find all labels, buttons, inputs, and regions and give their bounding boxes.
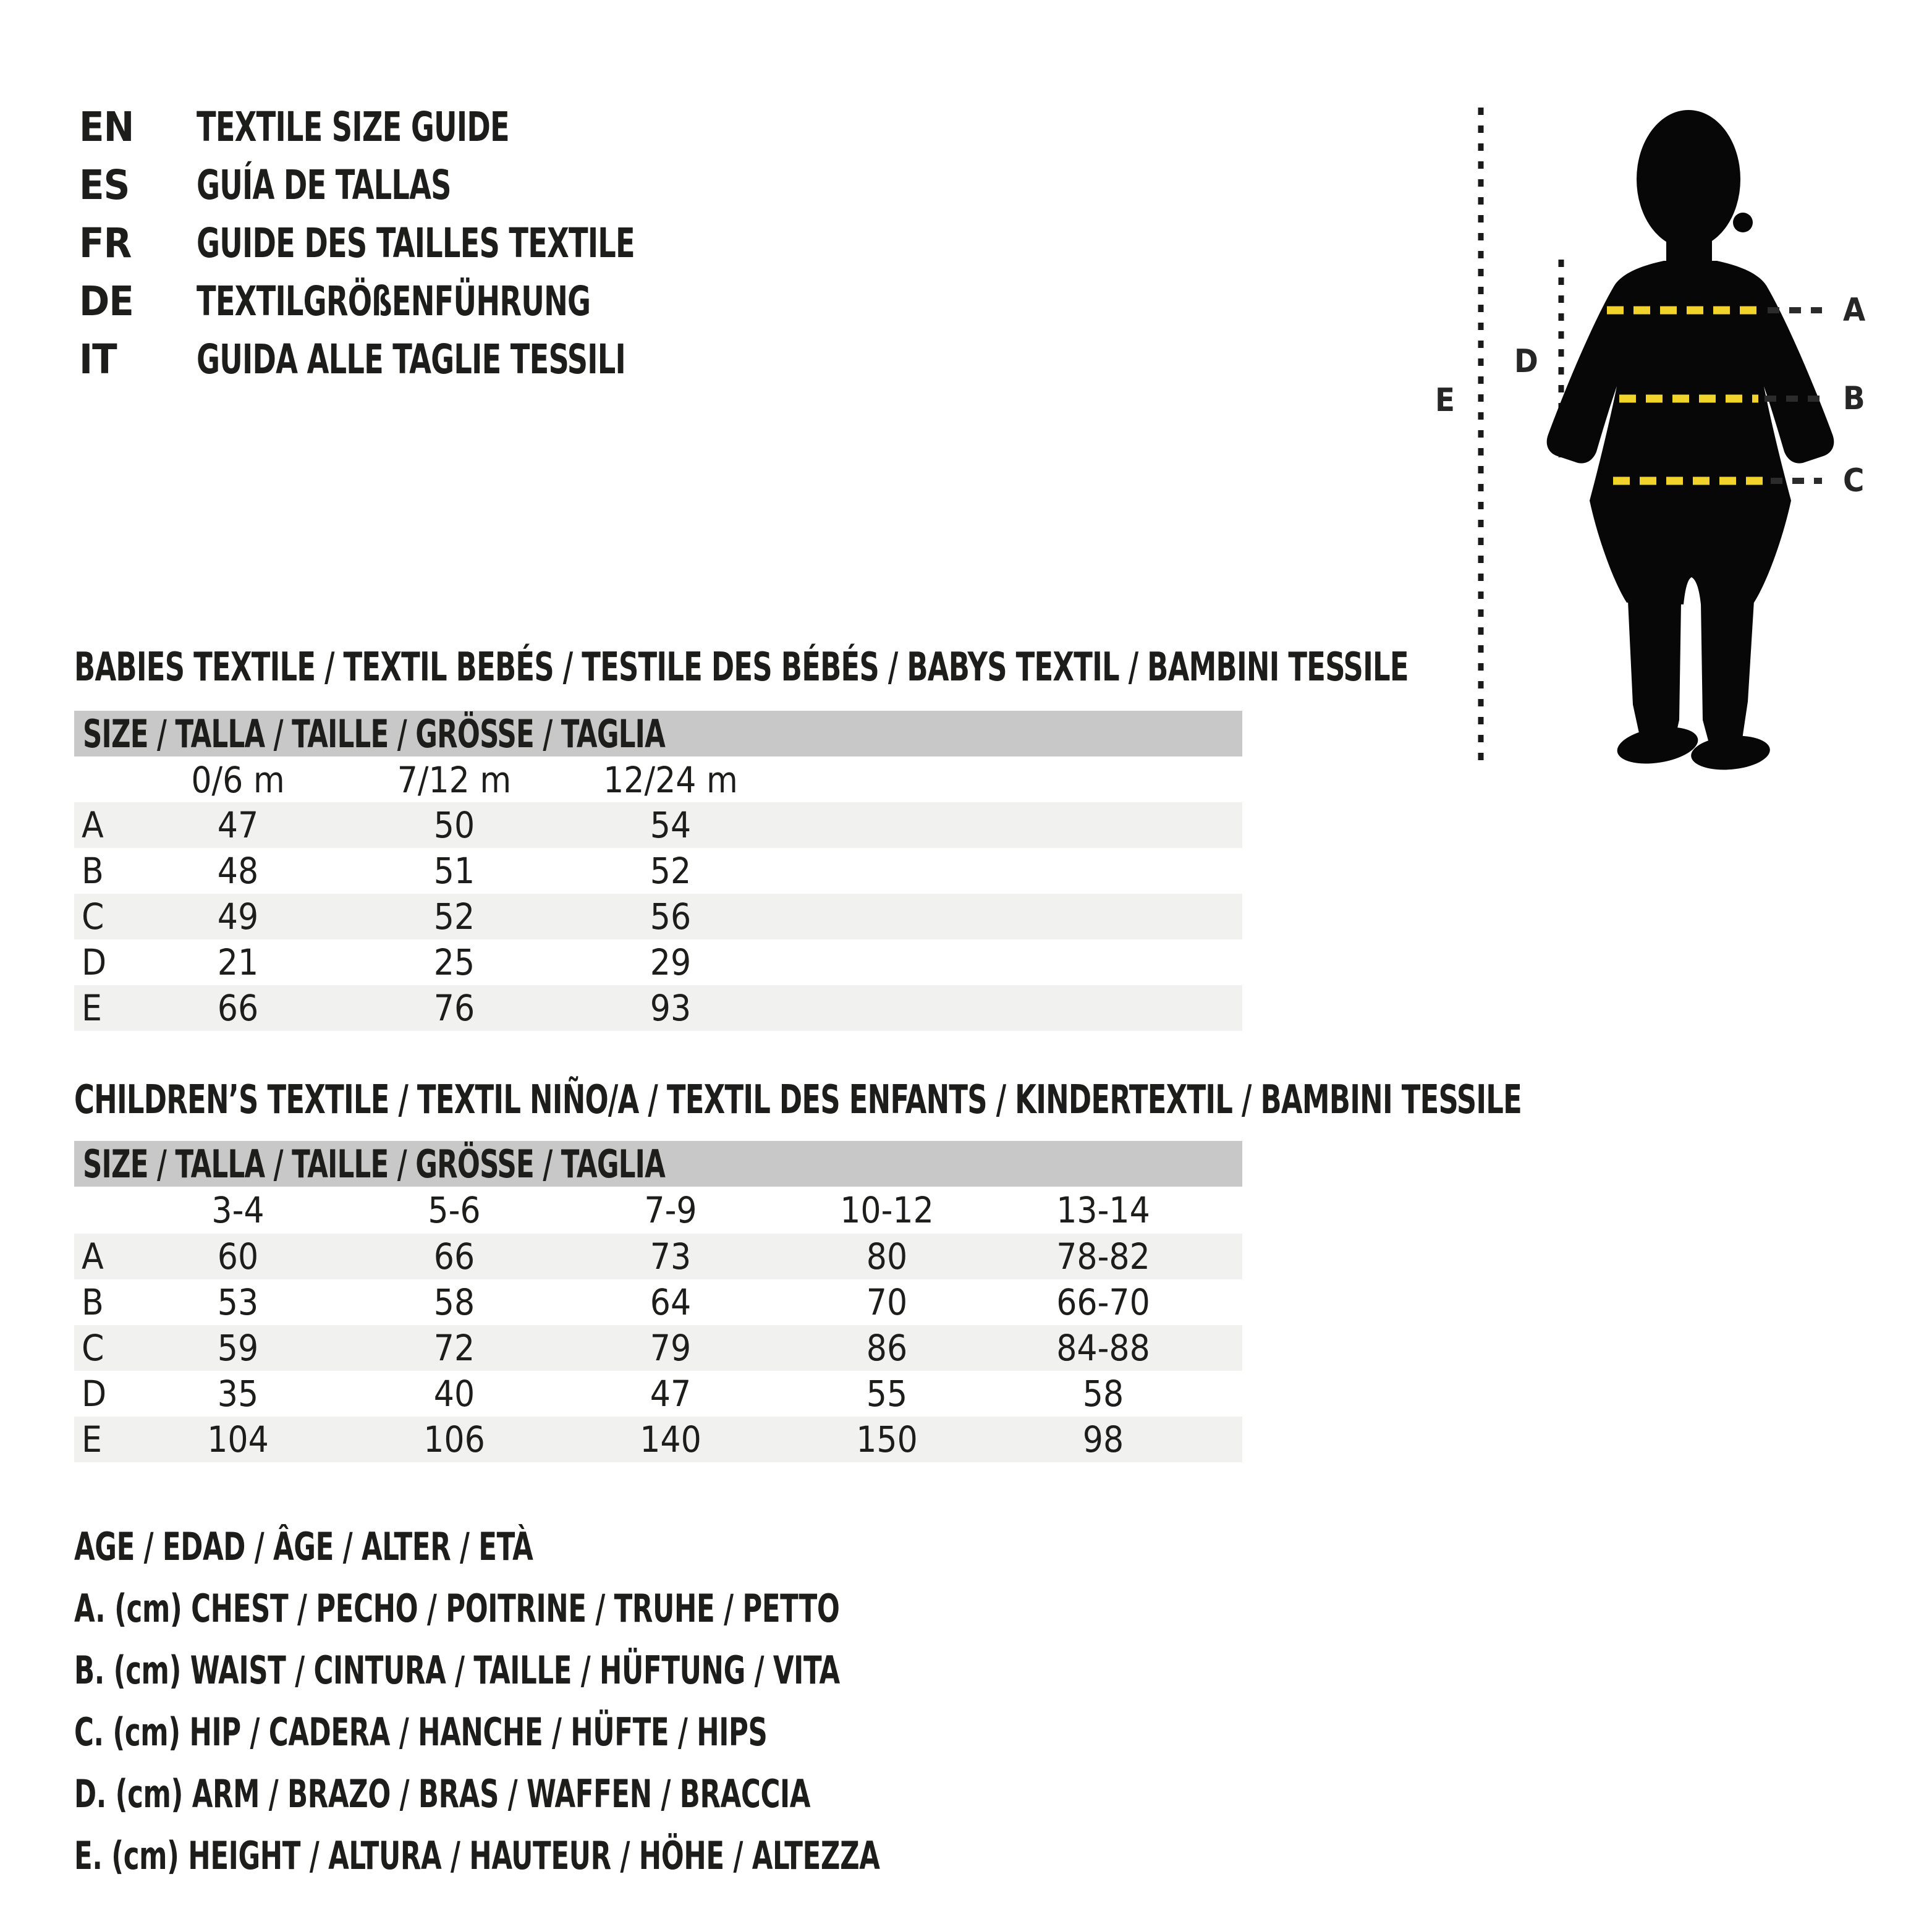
row-label: A [82,804,104,846]
language-title: TEXTILGRÖßENFÜHRUNG [197,277,591,325]
row-label: A [82,1235,104,1277]
cell: 54 [650,804,692,846]
children-heading-text: CHILDREN’S TEXTILE / TEXTIL NIÑO/A / TEXTIL DES ENFANTS / KINDERTEXTIL / BAMBINI TESSILE [74,1077,1522,1123]
legend-line-chest: A. (cm) CHEST / PECHO / POITRINE / TRUHE / PETTO [74,1585,840,1631]
cell: 53 [217,1281,259,1323]
cell: 66 [217,987,259,1029]
cell: 64 [650,1281,692,1323]
column-header: 3-4 [211,1189,265,1231]
table-row [74,1417,1242,1462]
table-row [74,1325,1242,1371]
language-row-de [79,272,758,330]
cell: 60 [217,1235,259,1277]
column-header: 5-6 [428,1189,481,1231]
label-arm: D [1514,343,1538,380]
language-code: ES [79,161,130,209]
cell: 58 [1082,1373,1124,1415]
cell: 40 [433,1373,475,1415]
babies-section-heading [74,643,1785,692]
cell: 56 [650,896,692,938]
table-row [74,848,1242,894]
children-size-header-bar [74,1141,1242,1187]
babies-size-header-text: SIZE / TALLA / TAILLE / GRÖSSE / TAGLIA [83,711,665,756]
cell: 48 [217,850,259,892]
row-label: E [82,987,102,1029]
legend-line-height: E. (cm) HEIGHT / ALTURA / HAUTEUR / HÖHE / ALTEZZA [74,1832,880,1878]
cell: 55 [866,1373,908,1415]
children-section-heading [74,1075,1930,1125]
label-hip: C [1843,462,1865,499]
cell: 47 [217,804,259,846]
legend-line-age: AGE / EDAD / ÂGE / ALTER / ETÀ [74,1523,533,1569]
babies-column-header-row [74,756,1242,803]
row-label: C [82,896,104,938]
column-header: 0/6 m [191,759,285,801]
language-title: GUIDE DES TAILLES TEXTILE [197,219,635,267]
row-label: E [82,1418,102,1460]
cell: 21 [217,941,259,983]
cell: 104 [207,1418,269,1460]
cell: 72 [433,1327,475,1369]
table-row [74,1371,1242,1417]
cell: 59 [217,1327,259,1369]
table-row [74,802,1242,848]
language-row-en [79,98,758,156]
table-row [74,1279,1242,1325]
language-row-fr [79,214,758,272]
column-header: 12/24 m [603,759,738,801]
cell: 86 [866,1327,908,1369]
children-table [74,1234,1242,1462]
cell: 49 [217,896,259,938]
language-row-es [79,156,758,214]
cell: 50 [433,804,475,846]
cell: 52 [433,896,475,938]
language-title: GUIDA ALLE TAGLIE TESSILI [197,335,625,383]
legend-line-hip: C. (cm) HIP / CADERA / HANCHE / HÜFTE / HIPS [74,1709,768,1755]
cell: 52 [650,850,692,892]
row-label: B [82,850,104,892]
language-title: TEXTILE SIZE GUIDE [197,103,509,151]
cell: 106 [423,1418,485,1460]
children-column-header-row [74,1187,1242,1234]
table-row [74,1234,1242,1279]
language-code: EN [79,103,134,151]
table-row [74,985,1242,1031]
cell: 98 [1082,1418,1124,1460]
measurement-legend [74,1515,1107,1886]
column-header: 7-9 [644,1189,697,1231]
cell: 29 [650,941,692,983]
cell: 66-70 [1056,1281,1150,1323]
cell: 150 [856,1418,918,1460]
cell: 25 [433,941,475,983]
babies-heading-text: BABIES TEXTILE / TEXTIL BEBÉS / TESTILE DES BÉBÉS / BABYS TEXTIL / BAMBINI TESSILE [74,645,1409,690]
cell: 66 [433,1235,475,1277]
cell: 47 [650,1373,692,1415]
babies-table [74,802,1242,1031]
measurement-figure [1421,74,1932,803]
legend-line-waist: B. (cm) WAIST / CINTURA / TAILLE / HÜFTUNG / VITA [74,1647,840,1693]
label-height: E [1435,382,1455,419]
row-label: D [82,941,107,983]
row-label: D [82,1373,107,1415]
language-code: IT [79,335,117,383]
cell: 140 [640,1418,701,1460]
table-row [74,939,1242,985]
row-label: B [82,1281,104,1323]
children-size-header-text: SIZE / TALLA / TAILLE / GRÖSSE / TAGLIA [83,1141,665,1187]
cell: 78-82 [1056,1235,1150,1277]
cell: 79 [650,1327,692,1369]
language-code: DE [79,277,133,325]
language-code: FR [79,219,132,267]
cell: 80 [866,1235,908,1277]
language-title: GUÍA DE TALLAS [197,161,451,209]
label-chest: A [1843,292,1866,329]
cell: 58 [433,1281,475,1323]
cell: 70 [866,1281,908,1323]
table-row [74,894,1242,939]
cell: 76 [433,987,475,1029]
label-waist: B [1843,380,1865,417]
cell: 93 [650,987,692,1029]
language-row-it [79,330,758,388]
column-header: 10-12 [840,1189,934,1231]
column-header: 13-14 [1056,1189,1150,1231]
babies-size-header-bar [74,711,1242,756]
cell: 73 [650,1235,692,1277]
cell: 51 [433,850,475,892]
legend-line-arm: D. (cm) ARM / BRAZO / BRAS / WAFFEN / BRACCIA [74,1771,811,1816]
cell: 35 [217,1373,259,1415]
language-title-block [79,98,758,388]
row-label: C [82,1327,104,1369]
cell: 84-88 [1056,1327,1150,1369]
column-header: 7/12 m [397,759,512,801]
